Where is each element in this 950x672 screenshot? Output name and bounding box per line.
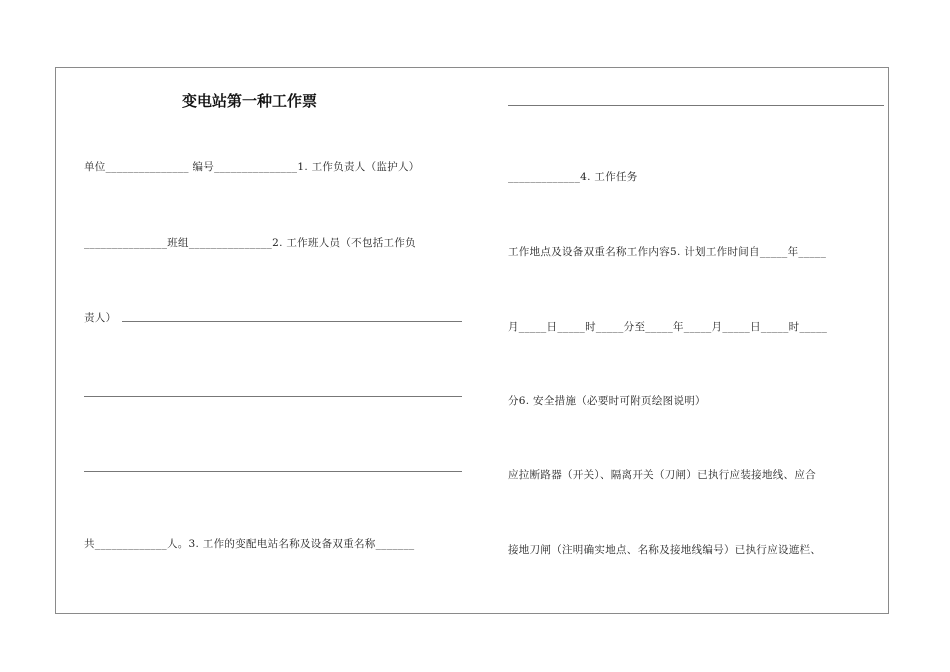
task-line: _____________4. 工作任务	[508, 171, 638, 183]
grounding-line: 接地刀闸（注明确实地点、名称及接地线编号）已执行应设遮栏、	[508, 544, 822, 556]
date-time-line: 月_____日_____时_____分至_____年_____月_____日_____时_____	[508, 321, 828, 333]
plan-time-line: 工作地点及设备双重名称工作内容5. 计划工作时间自_____年_____	[508, 246, 827, 258]
blank-rule	[508, 105, 884, 106]
responsible-line: 责人）	[84, 312, 117, 324]
staff-count-line: 共_____________人。3. 工作的变配电站名称及设备双重名称_______	[84, 538, 415, 550]
blank-rule	[84, 471, 462, 472]
breaker-line: 应拉断路器（开关）、隔离开关（刀闸）已执行应装接地线、应合	[508, 469, 816, 481]
safety-measures-line: 分6. 安全措施（必要时可附页绘图说明）	[508, 395, 706, 407]
team-line: _______________班组_______________2. 工作班人员（不包括工作负	[84, 237, 416, 249]
blank-rule	[84, 396, 462, 397]
unit-number-line: 单位_______________ 编号_______________1. 工作负责人（监护人）	[84, 161, 420, 173]
blank-rule	[122, 321, 462, 322]
form-frame	[55, 67, 889, 614]
form-title: 变电站第一种工作票	[182, 92, 318, 110]
